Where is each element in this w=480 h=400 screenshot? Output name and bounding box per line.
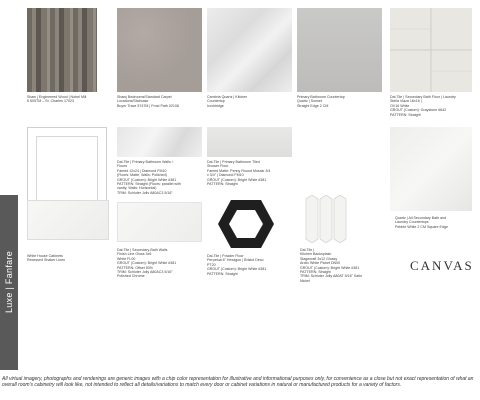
- swatch-caption: Shaw| Bedrooms/Standard Carpet Locations/Staircase Buyer Trace 5747M | Frost Path 02108: [117, 95, 179, 108]
- swatch-caption: Dal-Tile | Secondary Bath Walls Finish Line Gloss 3x6 White FL00 GROUT (Custom): Bright White #381 PATTERN: Offset 50% TRIM: Schluter Jolly A80AC3 5/16" Polished Chrome: [117, 248, 177, 278]
- cabinet-finish-swatch: [27, 200, 109, 240]
- swatch-caption: Primary Bathroom Countertop Quartz | Sunset Straight Edge 2 CM: [297, 95, 345, 108]
- swatch-caption: Dal-Tile | Secondary Bath Floor | Laundry Stella Viaza 16x16 | OV16 White GROUT (Custom): Graystone #642 PATTERN: Straight: [390, 95, 456, 117]
- disclaimer-text: All virtual imagery, photographs and renderings are generic images with a chip color representation for illustrative and informational purposes only, for convenience as a close but not exact representation of what an overall room's cabinetry will look like, not intended to reflect all details/variations to match every door or cabinet variations in natural or manufactured products for a variety of factors.: [2, 376, 474, 389]
- secondary-countertop-swatch: [390, 127, 472, 211]
- cambria-quartz-swatch: [207, 8, 292, 92]
- primary-bath-countertop-swatch: [297, 8, 382, 92]
- secondary-bath-walls-swatch: [117, 202, 202, 242]
- canvas-logo: CANVAS: [410, 258, 474, 273]
- powder-floor-hexagon-swatch: [216, 198, 276, 250]
- engineered-wood-swatch: [27, 8, 97, 92]
- swatch-caption: Dal-Tile | Primary Bathroom Tiled Shower Floor Famed Matte: Penny Round Mosaic 3/4 x 3/4" | Diamond FM10 GROUT (Custom): Bright White #381 PATTERN: Straight: [207, 160, 271, 187]
- swatch-caption: White House Cabinets Recessed Shaker Linen: [27, 254, 66, 263]
- swatch-caption: Cambria Quartz | Kitchen Countertop Ivoridridge: [207, 95, 248, 108]
- kitchen-backsplash-swatch: [300, 195, 350, 243]
- carpet-swatch: [117, 8, 202, 92]
- swatch-caption: Dal-Tile | Primary Bathroom Walls / Floors Famed 12x24 | Diamond FM10 (Floors: Matte, Walls: Polished) GROUT (Custom): Bright White #381 PATTERN: Straight (Floors: parallel with vanity; Walls: Horizontal) TRIM: Schluter Jolly A80AC3 5/16": [117, 160, 181, 194]
- swatch-caption: Shaw | Engineered Wood | Nobel Mill 6 605TM – St. Charles 17023: [27, 95, 87, 104]
- secondary-bath-floor-swatch: [390, 8, 472, 92]
- primary-bath-walls-swatch: [117, 127, 202, 157]
- swatch-caption: Quartz | All Secondary Bath and Laundry Countertops Pebble White 2 CM Square Edge: [395, 216, 448, 229]
- sidebar-label: Luxe | Fanfare: [4, 250, 14, 314]
- primary-shower-floor-swatch: [207, 127, 292, 157]
- swatch-caption: Dal-Tile | Powder Floor Perpetua 6" Hexagon | Bristol Deco PT20 GROUT (Custom): Bright White #381 PATTERN: Straight: [207, 254, 267, 276]
- swatch-caption: Dal-Tile | Kitchen Backsplash Stagecraft 3x12 Glossy Arctic White Picket DN00 GROUT (Custom): Bright White #381 PATTERN: Straight TRIM: Schluter Jolly A80AT 5/16" Satin Nickel: [300, 248, 363, 283]
